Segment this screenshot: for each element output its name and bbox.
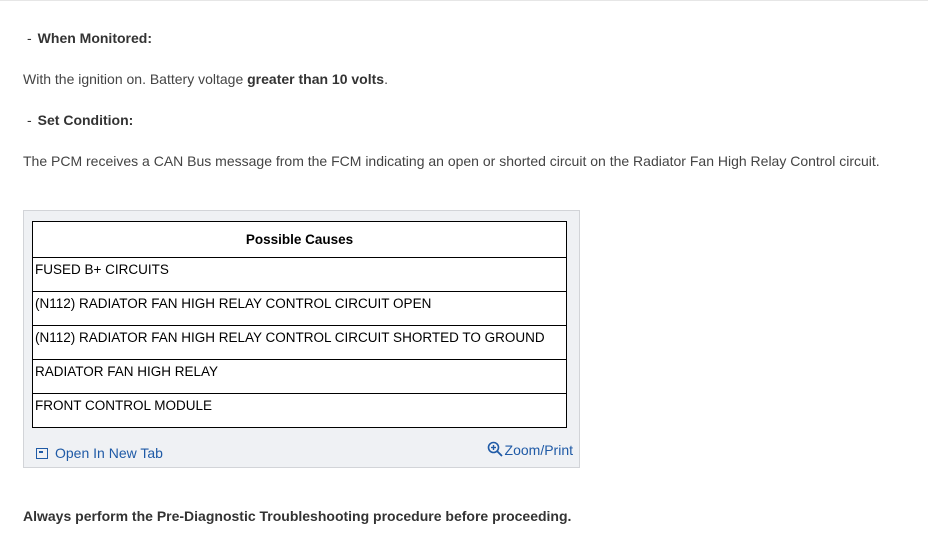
table-row [33,258,567,292]
possible-causes-table [32,221,567,428]
cause-cell: (N112) RADIATOR FAN HIGH RELAY CONTROL CIRCUIT OPEN [33,292,567,326]
cause-cell: (N112) RADIATOR FAN HIGH RELAY CONTROL CIRCUIT SHORTED TO GROUND [33,326,567,360]
table-row [33,360,567,394]
table-row [33,394,567,428]
when-monitored-text-suffix: . [384,71,388,87]
when-monitored-heading [27,30,152,46]
card-footer [24,439,579,467]
when-monitored-text [23,71,388,87]
possible-causes-card [23,210,580,468]
cause-cell: FRONT CONTROL MODULE [33,394,567,428]
zoom-icon [487,441,503,459]
table-row [33,292,567,326]
set-condition-text: The PCM receives a CAN Bus message from the FCM indicating an open or shorted circuit on the Radiator Fan High Relay Control circuit. [23,153,880,169]
pre-diagnostic-note: Always perform the Pre-Diagnostic Troubleshooting procedure before proceeding. [23,508,572,524]
table-header-row [33,222,567,258]
when-monitored-text-prefix: With the ignition on. Battery voltage [23,71,248,87]
set-condition-heading [27,112,133,128]
cause-cell: FUSED B+ CIRCUITS [33,258,567,292]
cause-cell: RADIATOR FAN HIGH RELAY [33,360,567,394]
open-in-new-tab-label: Open In New Tab [55,445,163,461]
table-header: Possible Causes [33,222,567,258]
bullet-dash: - [27,30,32,46]
bullet-dash: - [27,112,32,128]
zoom-print-label: Zoom/Print [504,442,573,458]
table-row [33,326,567,360]
open-in-new-tab-link[interactable] [36,445,163,461]
when-monitored-title: When Monitored: [37,30,152,46]
open-in-new-tab-icon [36,448,48,459]
top-divider [0,0,928,1]
when-monitored-text-bold: greater than 10 volts [247,71,385,87]
zoom-print-link[interactable] [487,441,573,459]
set-condition-title: Set Condition: [37,112,134,128]
